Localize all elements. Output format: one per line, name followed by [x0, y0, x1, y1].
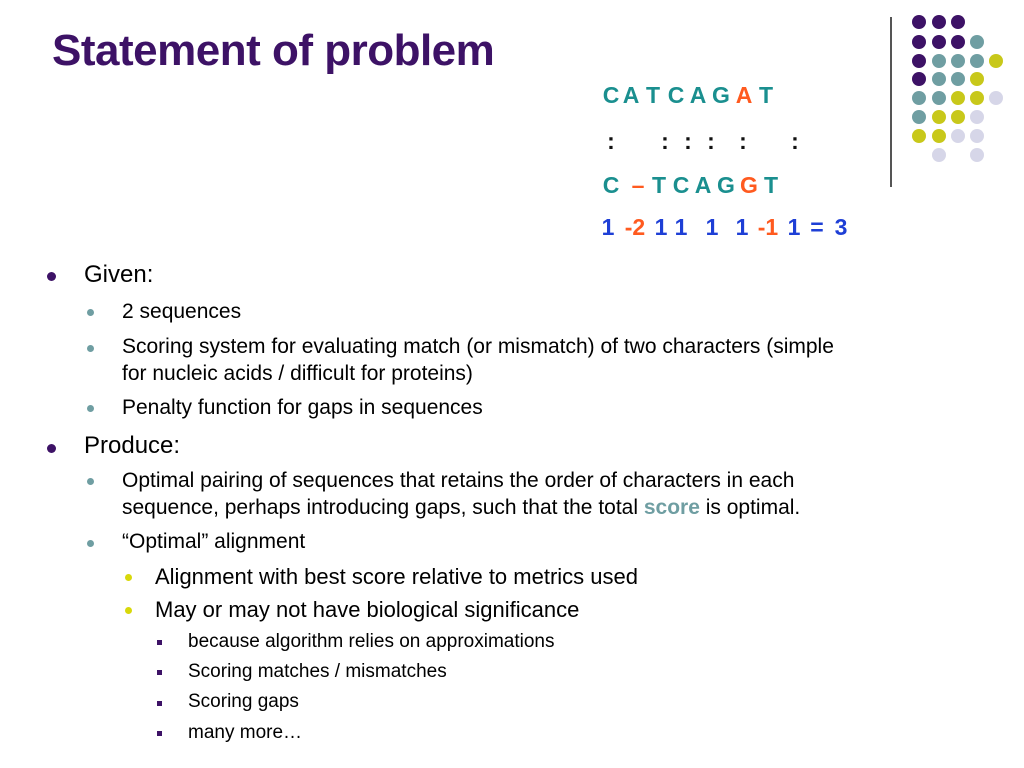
seq2-char-mismatch: G [740, 172, 758, 198]
decorative-dot [912, 35, 926, 49]
given-item: 2 sequences [122, 300, 242, 323]
given-item: Penalty function for gaps in sequences [122, 396, 483, 419]
bullet-dot [87, 309, 94, 316]
score-value: 1 [735, 214, 749, 240]
decorative-dot [989, 91, 1003, 105]
decorative-dot [970, 148, 984, 162]
bullet-square [157, 670, 162, 675]
decorative-dot [951, 15, 965, 29]
score-value: 1 [787, 214, 801, 240]
decorative-dot [912, 54, 926, 68]
slide-title: Statement of problem [52, 26, 495, 75]
decorative-dot [932, 15, 946, 29]
decorative-dot [970, 129, 984, 143]
seq2-char: G [717, 172, 735, 198]
produce-text: sequence, perhaps introducing gaps, such that the total [122, 496, 644, 519]
decorative-dot [912, 110, 926, 124]
decorative-dot [912, 15, 926, 29]
decorative-dot [970, 35, 984, 49]
score-value: 1 [654, 214, 668, 240]
bullet-produce: Produce: [84, 432, 181, 459]
decorative-dot [970, 91, 984, 105]
bullet-square [157, 640, 162, 645]
match-mark: : [739, 128, 747, 154]
decorative-dot [951, 110, 965, 124]
bullet-dot [47, 444, 56, 453]
decorative-dot [989, 54, 1003, 68]
decorative-dot [951, 35, 965, 49]
decorative-dot [951, 54, 965, 68]
seq1-char: A [622, 82, 640, 108]
given-item-continued: for nucleic acids / difficult for proteins) [122, 362, 473, 385]
match-mark: : [707, 128, 715, 154]
decorative-dot [951, 129, 965, 143]
seq1-char-mismatch: A [735, 82, 753, 108]
seq2-char: C [672, 172, 690, 198]
score-equals: = [810, 214, 824, 240]
seq1-char: C [667, 82, 685, 108]
optimal-item: Alignment with best score relative to metrics used [155, 564, 638, 589]
decorative-dot [951, 72, 965, 86]
produce-item: Optimal pairing of sequences that retains the order of characters in each [122, 469, 795, 492]
score-value: 1 [674, 214, 688, 240]
seq1-char: A [689, 82, 707, 108]
score-value-mismatch: -1 [757, 214, 779, 240]
seq2-char: T [651, 172, 667, 198]
bullet-dot [87, 405, 94, 412]
bullet-given: Given: [84, 261, 154, 288]
decorative-dot [912, 129, 926, 143]
score-total: 3 [834, 214, 848, 240]
given-item: Scoring system for evaluating match (or mismatch) of two characters (simple [122, 335, 834, 358]
bullet-dot [87, 478, 94, 485]
bullet-dot [87, 345, 94, 352]
decorative-dot [970, 110, 984, 124]
bullet-dot [47, 272, 56, 281]
produce-item: “Optimal” alignment [122, 530, 306, 553]
match-mark: : [684, 128, 692, 154]
decorative-dot [932, 148, 946, 162]
score-keyword: score [643, 496, 700, 519]
decorative-dot [932, 129, 946, 143]
significance-item: many more… [188, 722, 303, 743]
significance-item: Scoring matches / mismatches [188, 661, 447, 682]
seq1-char: C [602, 82, 620, 108]
bullet-square [157, 701, 162, 706]
bullet-square [157, 731, 162, 736]
decorative-dot [912, 91, 926, 105]
significance-item: Scoring gaps [188, 691, 299, 712]
decorative-dot [951, 91, 965, 105]
produce-item-continued [122, 496, 800, 520]
seq2-gap: – [631, 172, 645, 198]
match-mark: : [661, 128, 669, 154]
match-mark: : [607, 128, 615, 154]
score-value: 1 [601, 214, 615, 240]
decorative-dot [970, 54, 984, 68]
seq1-char: T [758, 82, 774, 108]
bullet-dot [125, 574, 132, 581]
decorative-dot [932, 72, 946, 86]
bullet-dot [125, 607, 132, 614]
decorative-dot [912, 72, 926, 86]
produce-text: is optimal. [699, 496, 801, 519]
decorative-dot [932, 54, 946, 68]
seq2-char: A [694, 172, 712, 198]
significance-item: because algorithm relies on approximations [188, 631, 555, 652]
decorative-dot [932, 110, 946, 124]
seq2-char: C [602, 172, 620, 198]
bullet-dot [87, 540, 94, 547]
decorative-dot [970, 72, 984, 86]
divider-line [890, 17, 892, 187]
decorative-dot [932, 35, 946, 49]
seq2-char: T [763, 172, 779, 198]
seq1-char: T [645, 82, 661, 108]
decorative-dot [932, 91, 946, 105]
optimal-item: May or may not have biological significance [155, 597, 580, 622]
match-mark: : [791, 128, 799, 154]
seq1-char: G [712, 82, 730, 108]
score-value-gap: -2 [624, 214, 646, 240]
score-value: 1 [705, 214, 719, 240]
